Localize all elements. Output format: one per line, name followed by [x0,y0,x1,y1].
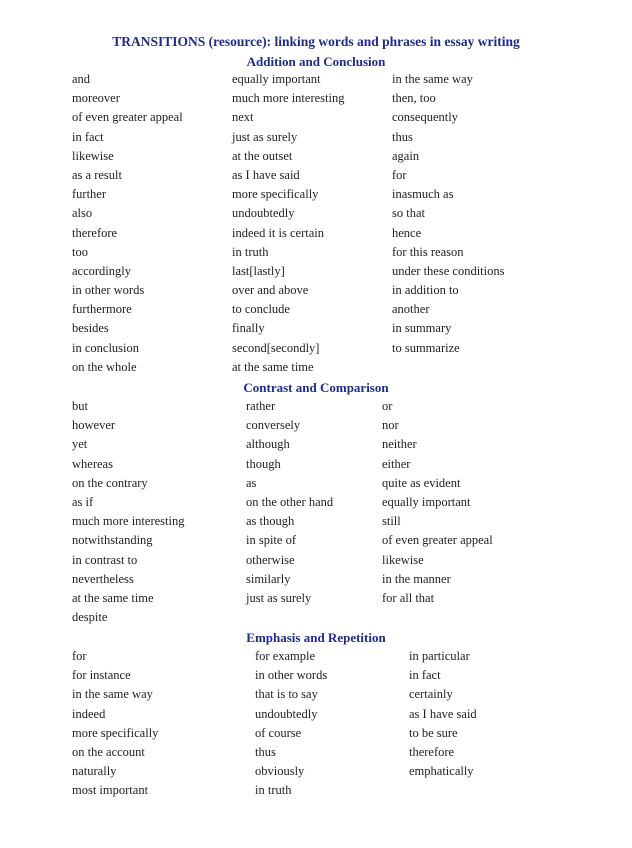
transition-word: quite as evident [382,475,461,490]
transition-word: another [392,302,430,317]
transition-word: obviously [255,764,305,779]
transition-word: certainly [409,687,453,702]
transition-word: much more interesting [72,514,185,529]
transition-word: in conclusion [72,340,140,355]
transition-word: emphatically [409,764,474,779]
transition-word: otherwise [246,552,295,567]
transition-word: of even greater appeal [382,533,493,548]
transition-word: likewise [382,552,424,567]
word-column [382,397,493,608]
transition-word: of course [255,725,302,740]
transition-word: nevertheless [72,571,134,586]
transition-word: in contrast to [72,552,138,567]
transition-word: further [72,187,107,202]
transition-word: last[lastly] [232,263,285,278]
transition-word: indeed [72,706,106,721]
transition-word: that is to say [255,687,318,702]
transition-word: either [382,456,411,471]
transition-word: similarly [246,571,291,586]
transition-word: equally important [232,72,321,86]
transition-word: then, too [392,91,436,106]
transition-word: in the same way [392,72,473,86]
transition-word: however [72,418,116,433]
transition-word: moreover [72,91,120,106]
transition-word: thus [255,744,276,759]
transition-word: inasmuch as [392,187,454,202]
transition-word: as [246,475,257,490]
transition-word: and [72,72,91,86]
transition-word: undoubtedly [232,206,295,221]
transition-word: more specifically [232,187,319,202]
transition-word: although [246,437,290,452]
transition-word: therefore [409,744,455,759]
transition-word: for all that [382,590,435,605]
transition-word: as though [246,514,295,529]
transition-word: under these conditions [392,263,505,278]
transition-word: for instance [72,668,131,683]
transition-word: in fact [72,129,104,144]
word-column [72,70,183,377]
transition-word: furthermore [72,302,132,317]
section-heading-addition-conclusion: Addition and Conclusion [246,54,386,69]
transition-word: in truth [232,244,269,259]
transition-word: most important [72,783,149,798]
transition-word: notwithstanding [72,533,153,548]
transition-word: accordingly [72,263,132,278]
transition-word: hence [392,225,422,240]
transition-word: again [392,148,420,163]
transition-word: naturally [72,764,117,779]
transition-word: in fact [409,668,441,683]
transition-word: yet [72,437,88,452]
transition-word: for this reason [392,244,464,259]
transition-word: in other words [255,668,328,683]
transition-word: in summary [392,321,452,336]
transition-word: at the same time [72,590,154,605]
transition-word: besides [72,321,109,336]
transition-word: in the same way [72,687,153,702]
transition-word: for example [255,649,316,663]
transition-word: in spite of [246,533,296,548]
transition-word: just as surely [232,129,298,144]
transition-word: as a result [72,167,122,182]
transition-word: also [72,206,93,221]
transition-word: as if [72,494,94,509]
transition-word: too [72,244,88,259]
section-heading-emphasis-repetition: Emphasis and Repetition [246,630,386,645]
transition-word: though [246,456,281,471]
transition-word: on the account [72,744,145,759]
transition-word: neither [382,437,417,452]
transition-word: in the manner [382,571,451,586]
word-column [255,647,327,801]
word-column [409,647,477,781]
word-column [72,397,184,627]
transition-word: but [72,399,88,413]
transition-word: at the outset [232,148,293,163]
transition-word: as I have said [232,167,300,182]
transition-word: so that [392,206,425,221]
transition-word: much more interesting [232,91,345,106]
transition-word: finally [232,321,265,336]
word-column [392,70,504,358]
transition-word: equally important [382,494,471,509]
word-column [232,70,344,377]
transition-word: as I have said [409,706,477,721]
transition-word: on the contrary [72,475,148,490]
transition-word: in addition to [392,283,459,298]
transition-word: still [382,514,401,529]
transition-word: just as surely [246,590,312,605]
transition-word: next [232,110,254,125]
transition-word: on the whole [72,359,137,374]
transition-word: of even greater appeal [72,110,183,125]
transition-word: conversely [246,418,301,433]
word-column [72,647,158,801]
transition-word: on the other hand [246,494,334,509]
transition-word: nor [382,418,399,433]
transition-word: undoubtedly [255,706,318,721]
transition-word: to summarize [392,340,460,355]
transition-word: thus [392,129,413,144]
transition-word: despite [72,610,108,625]
transition-word: in truth [255,783,292,798]
transition-word: in particular [409,649,470,663]
document-title: TRANSITIONS (resource): linking words and phrases in essay writing [112,34,520,49]
transition-word: at the same time [232,359,314,374]
transition-word: whereas [72,456,113,471]
transition-word: more specifically [72,725,159,740]
transition-word: over and above [232,283,309,298]
transition-word: rather [246,399,276,413]
transition-word: for [72,649,87,663]
transition-word: consequently [392,110,458,125]
transition-word: or [382,399,393,413]
transition-word: to be sure [409,725,458,740]
transition-word: second[secondly] [232,340,320,355]
transition-word: in other words [72,283,145,298]
section-heading-contrast-comparison: Contrast and Comparison [243,380,389,395]
transition-word: likewise [72,148,114,163]
transition-word: therefore [72,225,118,240]
word-column [246,397,333,608]
transition-word: for [392,167,407,182]
transition-word: to conclude [232,302,290,317]
transition-word: indeed it is certain [232,225,324,240]
